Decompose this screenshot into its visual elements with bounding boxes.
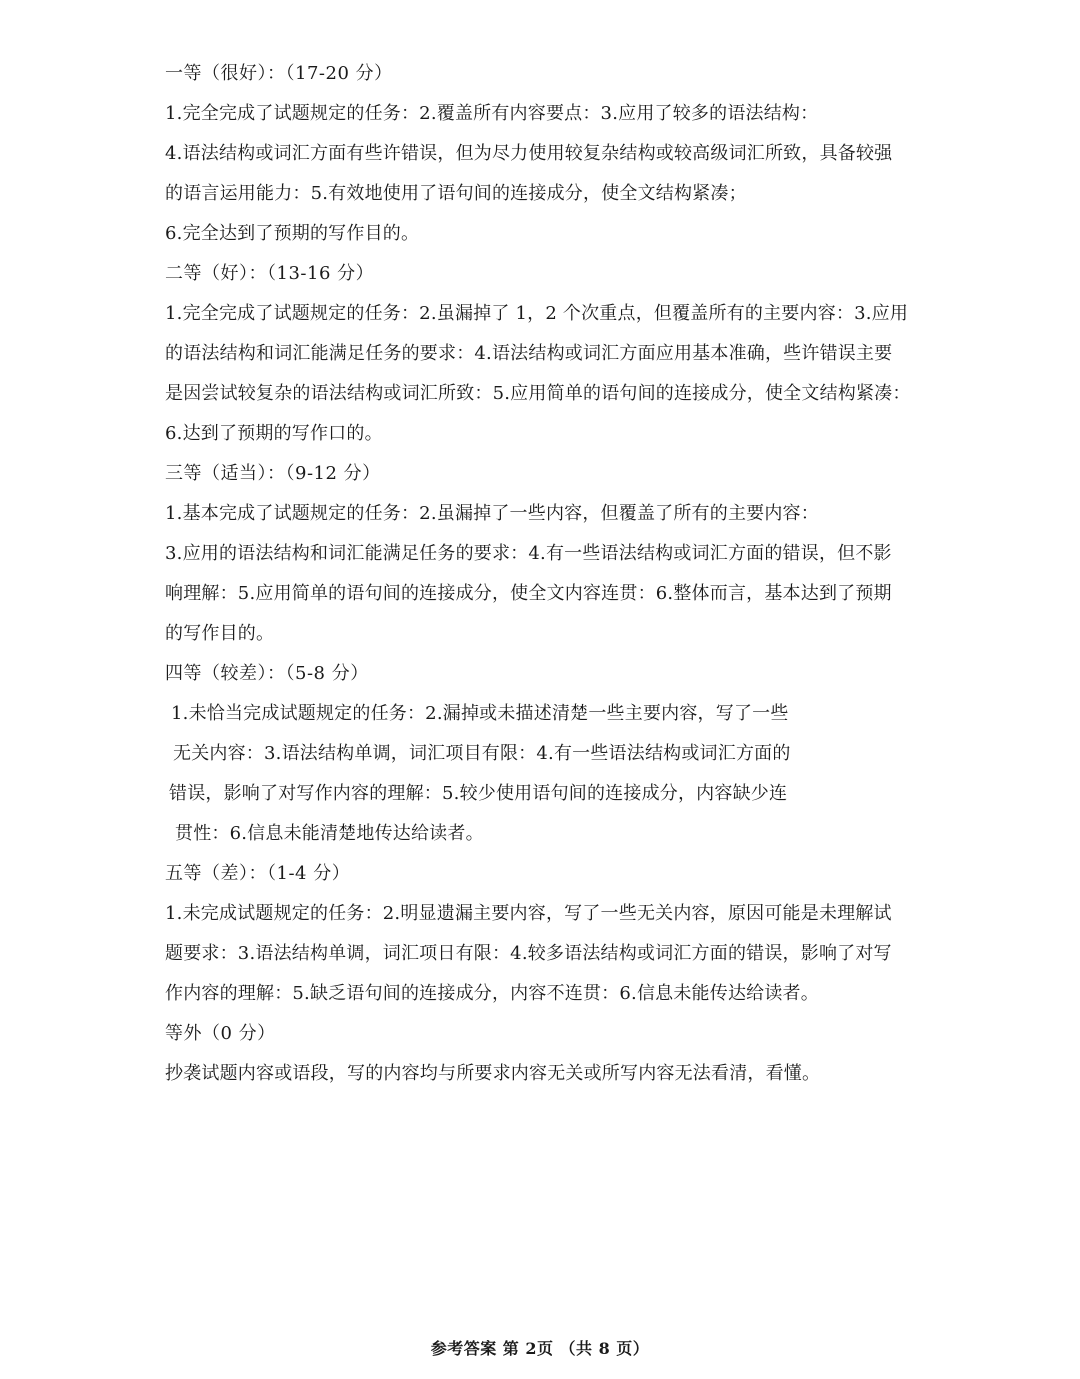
criteria-line: 3.应用的语法结构和词汇能满足任务的要求：4.有一些语法结构或词汇方面的错误，但不影 [165,543,892,564]
scoring-criteria [165,54,925,1094]
criteria-line: 1.未恰当完成试题规定的任务：2.漏掉或未描述清楚一些主要内容，写了一些 [171,703,789,724]
page-footer: 参考答案 第 2页 （共 8 页） [430,1339,650,1358]
grade-heading-fourth: 四等（较差）：（5-8 分） [165,663,369,684]
grade-heading-outside: 等外（0 分） [165,1023,276,1044]
criteria-line: 错误，影响了对写作内容的理解：5.较少使用语句间的连接成分，内容缺少连 [169,783,788,804]
criteria-line: 1.未完成试题规定的任务：2.明显遗漏主要内容，写了一些无关内容，原因可能是未理解试 [165,903,892,924]
criteria-line: 的语法结构和词汇能满足任务的要求：4.语法结构或词汇方面应用基本准确，些许错误主要 [165,343,893,364]
grade-heading-first: 一等（很好）：（17-20 分） [165,63,393,84]
criteria-line: 是因尝试较复杂的语法结构或词汇所致：5.应用简单的语句间的连接成分，使全文结构紧凑： [165,383,911,404]
criteria-line: 4.语法结构或词汇方面有些许错误，但为尽力使用较复杂结构或较高级词汇所致，具备较强 [165,143,893,164]
criteria-line: 题要求：3.语法结构单调，词汇项日有限：4.较多语法结构或词汇方面的错误，影响了对写 [165,943,892,964]
criteria-line: 作内容的理解：5.缺乏语句间的连接成分，内容不连贯：6.信息未能传达给读者。 [165,983,819,1004]
criteria-line: 的语言运用能力：5.有效地使用了语句间的连接成分，使全文结构紧凑； [165,183,747,204]
criteria-line: 1.完全完成了试题规定的任务：2.虽漏掉了 1，2 个次重点，但覆盖所有的主要内容：3.应用 [165,303,909,324]
criteria-line: 6.达到了预期的写作口的。 [165,423,383,444]
grade-heading-third: 三等（适当）：（9-12 分） [165,463,381,484]
criteria-line: 贯性：6.信息未能清楚地传达给读者。 [175,823,484,844]
criteria-line: 的写作目的。 [165,623,275,644]
grade-heading-second: 二等（好）：（13-16 分） [165,263,375,284]
criteria-line: 1.完全完成了试题规定的任务：2.覆盖所有内容要点：3.应用了较多的语法结构： [165,103,819,124]
criteria-line: 无关内容：3.语法结构单调，词汇项目有限：4.有一些语法结构或词汇方面的 [173,743,791,764]
grade-heading-fifth: 五等（差）：（1-4 分） [165,863,351,884]
criteria-line: 6.完全达到了预期的写作目的。 [165,223,420,244]
criteria-line: 响理解：5.应用简单的语句间的连接成分，使全文内容连贯：6.整体而言，基本达到了预期 [165,583,892,604]
criteria-line: 抄袭试题内容或语段，写的内容均与所要求内容无关或所写内容无法看清，看懂。 [165,1063,821,1084]
criteria-line: 1.基本完成了试题规定的任务：2.虽漏掉了一些内容，但覆盖了所有的主要内容： [165,503,819,524]
